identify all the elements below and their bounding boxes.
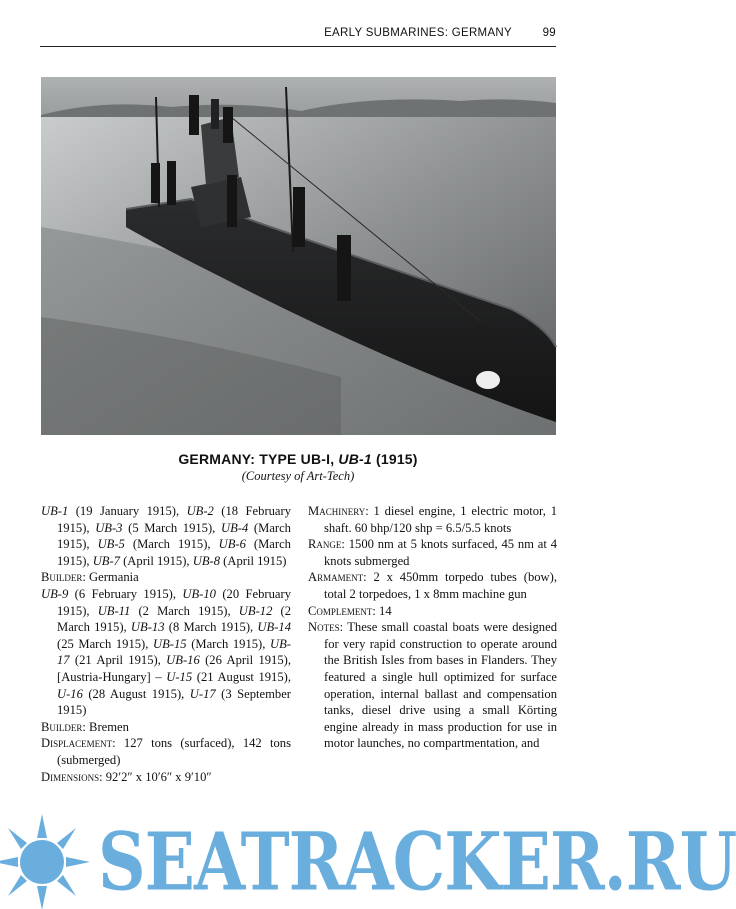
notes-text: Notes: These small coastal boats were designed for very rapid construction to operate around the British Isles from bases in Flanders. They featured a single hull optimized for surface operation, internal ballast and compensation tanks, diesel drive using a small Körting engine already in mass production for use in motor launches, no compartmentation, and bbox=[308, 620, 557, 751]
caption-credit: (Courtesy of Art-Tech) bbox=[241, 469, 355, 483]
figure-caption bbox=[40, 451, 556, 484]
displacement-spec: Displacement: 127 tons (surfaced), 142 tons (submerged) bbox=[41, 736, 291, 767]
boat-list-bremen: UB-9 (6 February 1915), UB-10 (20 February 1915), UB-11 (2 March 1915), UB-12 (2 March 1915), UB-13 (8 March 1915), UB-14 (25 March 1915), UB-15 (March 1915), UB-17 (21 April 1915), UB-16 (26 April 1915), [Austria-Hungary] – U-15 (21 August 1915), U-16 (28 August 1915), U-17 (3 September 1915) bbox=[41, 586, 292, 718]
boat-list-germania: UB-1 (19 January 1915), UB-2 (18 February 1915), UB-3 (5 March 1915), UB-4 (March 1915), UB-5 (March 1915), UB-6 (March 1915), UB-7 (April 1915), UB-8 (April 1915) bbox=[41, 504, 292, 568]
running-title: EARLY SUBMARINES: GERMANY bbox=[324, 27, 512, 39]
right-column bbox=[308, 503, 557, 752]
machinery-spec: Machinery: 1 diesel engine, 1 electric motor, 1 shaft. 60 bhp/120 shp = 6.5/5.5 knots bbox=[308, 504, 557, 535]
builder-bremen: Builder: Bremen bbox=[41, 719, 129, 734]
caption-title: GERMANY: TYPE UB-I, UB-1 (1915) bbox=[178, 451, 418, 467]
sun-logo-icon bbox=[0, 812, 100, 904]
seatracker-watermark bbox=[0, 812, 736, 909]
dimensions-spec: Dimensions: 92′2″ x 10′6″ x 9′10″ bbox=[41, 769, 212, 784]
caption-boat: UB-1 bbox=[338, 451, 372, 467]
left-column bbox=[41, 503, 291, 785]
armament-spec: Armament: 2 x 450mm torpedo tubes (bow), total 2 torpedoes, 1 x 8mm machine gun bbox=[308, 570, 557, 601]
running-header bbox=[40, 24, 556, 47]
page-number: 99 bbox=[542, 27, 556, 39]
range-spec: Range: 1500 nm at 5 knots surfaced, 45 nm at 4 knots submerged bbox=[308, 537, 557, 568]
watermark-text: SEATRACKER.RU bbox=[98, 815, 736, 909]
submarine-photo bbox=[41, 77, 556, 435]
complement-spec: Complement: 14 bbox=[308, 603, 392, 618]
builder-germania: Builder: Germania bbox=[41, 570, 139, 585]
